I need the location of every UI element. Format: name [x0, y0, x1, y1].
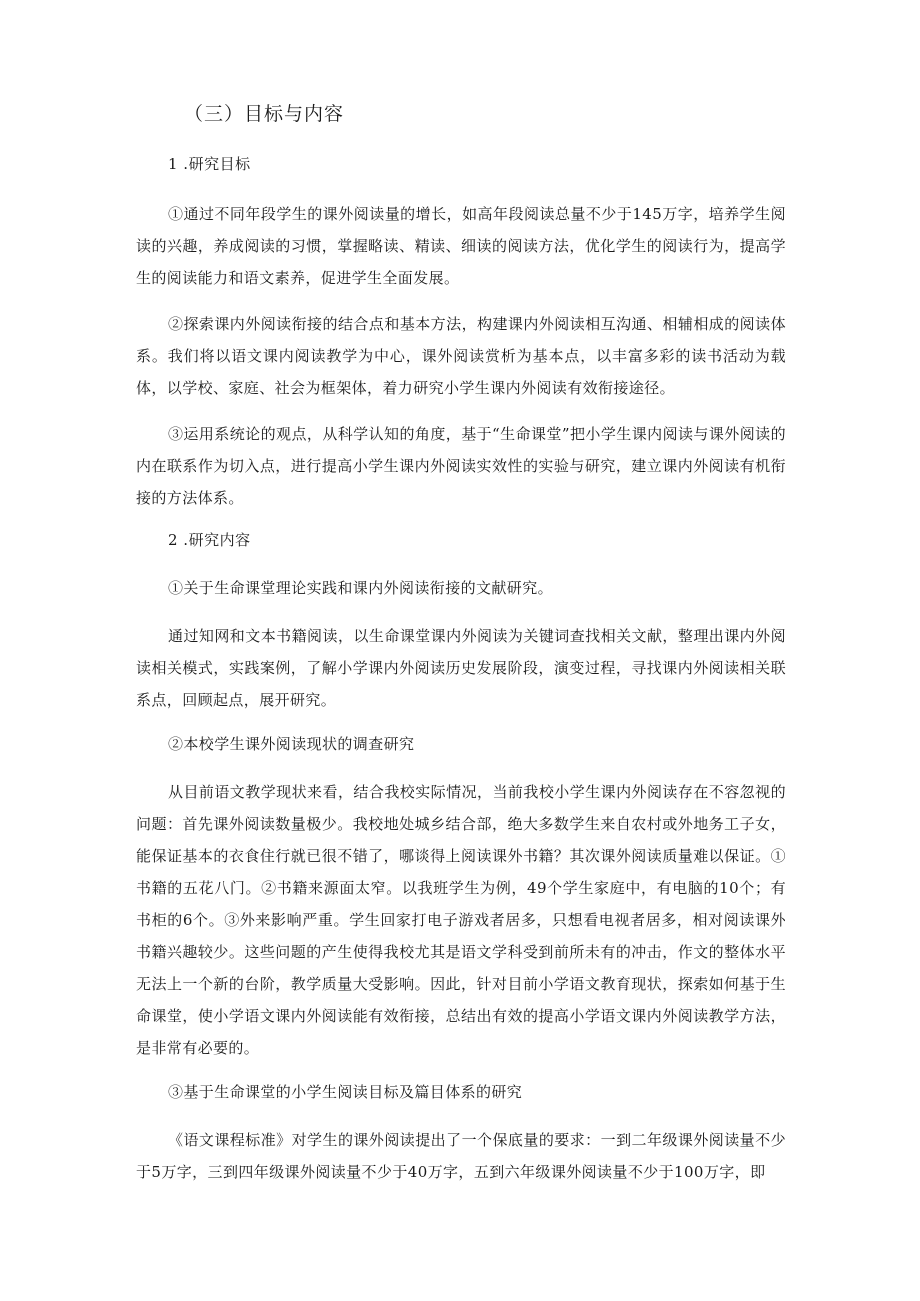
- goal-paragraph-2: ②探索课内外阅读衔接的结合点和基本方法，构建课内外阅读相互沟通、相辅相成的阅读体系。我们将以语文课内阅读教学为中心，课外阅读赏析为基本点，以丰富多彩的读书活动为载体，以学校、家庭、社会为框架体，着力研究小学生课内外阅读有效衔接途径。: [136, 315, 786, 397]
- goal-paragraph-1: ①通过不同年段学生的课外阅读量的增长，如高年段阅读总量不少于145万字，培养学生阅读的兴趣，养成阅读的习惯，掌握略读、精读、细读的阅读方法，优化学生的阅读行为，提高学生的阅读能力和语文素养，促进学生全面发展。: [136, 205, 786, 287]
- content-item-1-heading: ①关于生命课堂理论实践和课内外阅读衔接的文献研究。: [168, 579, 554, 597]
- goal-paragraph-3: ③运用系统论的观点，从科学认知的角度，基于“生命课堂”把小学生课内阅读与课外阅读的内在联系作为切入点，进行提高小学生课内外阅读实效性的实验与研究，建立课内外阅读有机衔接的方法体系。: [136, 425, 786, 507]
- content-item-2-heading: ②本校学生课外阅读现状的调查研究: [168, 735, 415, 753]
- document-body: [136, 100, 786, 1202]
- content-item-3-heading: ③基于生命课堂的小学生阅读目标及篇目体系的研究: [168, 1083, 523, 1101]
- content-item-2-body: 从目前语文教学现状来看，结合我校实际情况，当前我校小学生课内外阅读存在不容忽视的问题：首先课外阅读数量极少。我校地处城乡结合部，绝大多数学生来自农村或外地务工子女，能保证基本的衣食住行就已很不错了，哪谈得上阅读课外书籍？其次课外阅读质量难以保证。①书籍的五花八门。②书籍来源面太窄。以我班学生为例，49个学生家庭中，有电脑的10个；有书柜的6个。③外来影响严重。学生回家打电子游戏者居多，只想看电视者居多，相对阅读课外书籍兴趣较少。这些问题的产生使得我校尤其是语文学科受到前所未有的冲击，作文的整体水平无法上一个新的台阶，教学质量大受影响。因此，针对目前小学语文教育现状，探索如何基于生命课堂，使小学语文课内外阅读能有效衔接，总结出有效的提高小学语文课内外阅读教学方法，是非常有必要的。: [136, 783, 786, 1057]
- content-item-1-body: 通过知网和文本书籍阅读，以生命课堂课内外阅读为关键词查找相关文献，整理出课内外阅读相关模式，实践案例，了解小学课内外阅读历史发展阶段，演变过程，寻找课内外阅读相关联系点，回顾起点，展开研究。: [136, 627, 786, 709]
- content-heading: 2 .研究内容: [168, 531, 251, 549]
- goals-heading: 1 .研究目标: [168, 155, 251, 173]
- section-heading: （三）目标与内容: [184, 103, 345, 125]
- content-item-3-body: 《语文课程标准》对学生的课外阅读提出了一个保底量的要求：一到二年级课外阅读量不少于5万字，三到四年级课外阅读量不少于40万字，五到六年级课外阅读量不少于100万字，即: [136, 1131, 786, 1181]
